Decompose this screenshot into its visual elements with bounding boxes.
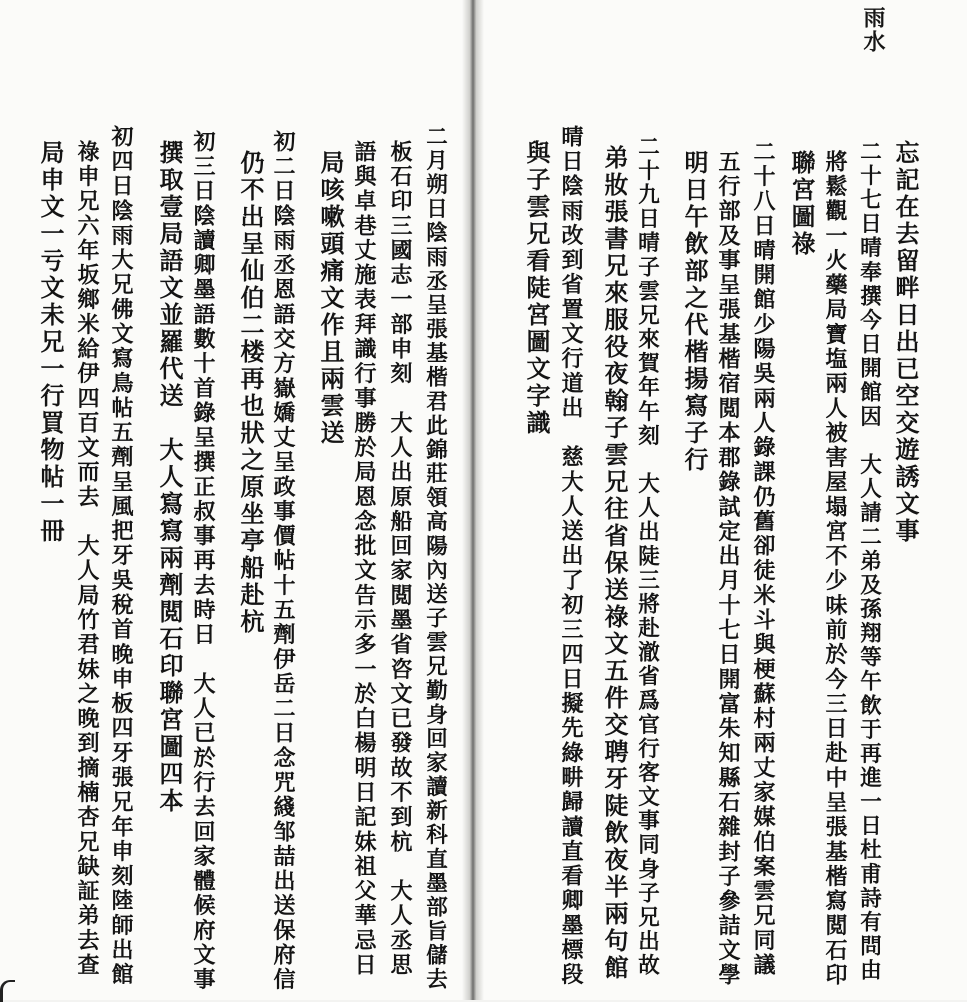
right-column-6: 五行部及事呈張基楷宿閲本郡錄試定出月十七日開富朱知縣石雜封子參詰文學	[715, 150, 741, 988]
left-column-10: 祿申兄六年坂鄉米給伊四百文而去 大人局竹君妹之晚到摘楠杏兄缺証弟去查	[74, 140, 100, 978]
right-column-4: 聯宮圖祿	[787, 150, 816, 258]
left-column-11: 局申文一亏文未兄一行買物帖一冊	[36, 140, 65, 545]
page-header-mark: 雨水	[860, 6, 886, 54]
right-column-3: 將鬆觀一火藥局寶塩兩人被害屋塌宮不少味前於今三日赴中呈張基楷寫閲石印	[822, 150, 848, 988]
left-column-2: 板石印三國志一部申刻 大人出原船回家閲墨省咨文已發故不到杭 大人丞思	[387, 140, 413, 978]
left-column-4: 局咳嗽頭痛文作且兩雲送	[316, 150, 345, 447]
right-column-10: 晴日陰雨改到省置文行道出 慈大人送出了初三四日擬先綠畊歸讀直看卿墨標段	[558, 125, 584, 988]
left-column-9: 初四日陰雨大兄佛文寫鳥帖五劑呈風把牙吳稅首晚申板四牙張兄年申刻陸師出館	[108, 125, 134, 988]
page-corner-mark	[0, 980, 15, 1002]
left-column-1: 二月朔日陰雨丞呈張基楷君此錦莊領高陽內送子雲兄勤身回家讀新科直墨部旨儲去	[422, 125, 448, 992]
right-column-9: 弟妝張書兄來服役夜翰子雲兄往省保送祿文五件交聘牙陡飲夜半兩句館	[600, 145, 629, 982]
right-column-5: 二十八日晴開館少陽吳兩人錄課仍舊卻徒米斗與梗蘇村兩丈家媒伯案雲兄同議	[750, 140, 776, 978]
right-column-1: 忘記在去留畔日出已空交遊誘文事	[891, 140, 920, 545]
right-column-2: 二十七日晴奉撰今日開館因 大人請二弟及孫翔等午飲于再進一日杜甫詩有問由	[856, 140, 882, 983]
left-column-3: 語與卓巷丈施表拜識行事勝於局恩念批文告示多一於白楊明日記妹祖父華忌日	[351, 140, 377, 978]
right-column-7: 明日午飲部之代楷揚寫子行	[680, 150, 709, 474]
left-column-5: 初二日陰雨丞恩語交方嶽嬌丈呈政事價帖十五劑伊岳二日念咒綫邹喆出送保府信	[270, 130, 296, 993]
book-gutter	[462, 0, 484, 1000]
left-column-8: 撰取壹局語文並羅代送 大人寫寫兩劑閲石印聯宮圖四本	[155, 140, 184, 815]
right-column-8: 二十九日晴子雲兄來賀年午刻 大人出陡三將赴澈省爲官行客文事同身子兄出故	[634, 135, 660, 978]
right-column-11: 與子雲兄看陡宮圖文字識	[522, 140, 551, 437]
left-column-6: 仍不出呈仙伯二楼再也狀之原坐亭船赴杭	[236, 150, 265, 636]
left-column-7: 初三日陰讀卿墨語數十首錄呈撰正叔事再去時日 大人已於行去回家體候府文事	[190, 130, 216, 993]
